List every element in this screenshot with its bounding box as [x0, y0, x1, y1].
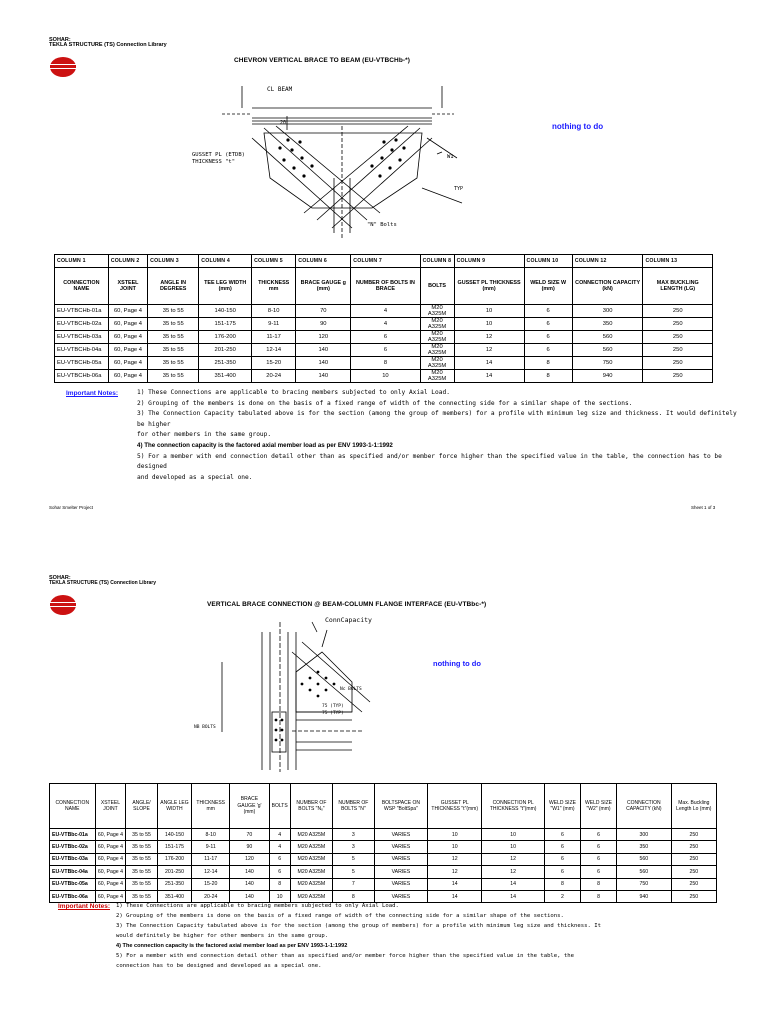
- table-cell: 20-24: [192, 890, 230, 902]
- table-cell: 250: [643, 344, 713, 357]
- drawing2-typ2-label: 75 (TYP): [322, 711, 344, 716]
- table-row: [55, 318, 713, 331]
- column-header: GUSSET PL THICKNESS "t"(mm): [428, 784, 482, 829]
- table-cell: M20 A325M: [420, 357, 454, 370]
- table-cell: M20 A325M: [420, 318, 454, 331]
- table-cell: 140: [296, 370, 351, 383]
- table-cell: 140: [230, 890, 270, 902]
- table-cell: VARIES: [374, 890, 427, 902]
- table-cell: M20 A325M: [290, 878, 332, 890]
- column-label: COLUMN 5: [252, 255, 296, 268]
- drawing-w1-label: W1: [447, 154, 454, 160]
- drawing-gusset-label: GUSSET PL (ETDB): [192, 152, 245, 158]
- sheet1-notes-label: Important Notes:: [66, 390, 118, 397]
- note-line: connection has to be designed and developed as a special one.: [116, 963, 322, 969]
- table-cell: M20 A325M: [290, 841, 332, 853]
- table-cell: 12: [482, 866, 545, 878]
- nothing-to-do-label-2: nothing to do: [433, 659, 481, 668]
- table-cell: 10: [454, 305, 524, 318]
- table-cell: EU-VTBCHb-04a: [55, 344, 109, 357]
- table-cell: 60, Page 4: [108, 331, 147, 344]
- column-header: TEE LEG WIDTH (mm): [199, 268, 252, 305]
- table-cell: 151-175: [157, 841, 192, 853]
- table-cell: 8: [524, 370, 572, 383]
- table-cell: 20-24: [252, 370, 296, 383]
- table-cell: 300: [617, 829, 672, 841]
- table-cell: 60, Page 4: [108, 305, 147, 318]
- table-cell: 351-400: [199, 370, 252, 383]
- column-header: Max. Buckling Length Lo (mm): [671, 784, 716, 829]
- table-cell: VARIES: [374, 841, 427, 853]
- table-cell: 250: [643, 370, 713, 383]
- table-cell: 10: [351, 370, 420, 383]
- table-cell: 4: [351, 318, 420, 331]
- table-cell: 5: [333, 866, 375, 878]
- table-cell: 176-200: [199, 331, 252, 344]
- column-header: CONNECTION CAPACITY (kN): [617, 784, 672, 829]
- column-header: BOLTS: [269, 784, 290, 829]
- table-cell: 3: [333, 829, 375, 841]
- table-cell: 120: [296, 331, 351, 344]
- table-cell: 250: [671, 841, 716, 853]
- note-line: 1) These Connections are applicable to bracing members subjected to only Axial Load.: [116, 903, 399, 909]
- table-cell: 14: [454, 357, 524, 370]
- drawing-beam-label: CL BEAM: [267, 86, 293, 93]
- sheet2-notes: [116, 901, 726, 971]
- table-cell: 2: [544, 890, 580, 902]
- table-cell: VARIES: [374, 853, 427, 865]
- table-cell: 12: [482, 853, 545, 865]
- table-cell: 176-200: [157, 853, 192, 865]
- table-cell: 6: [581, 853, 617, 865]
- company-name: SOHAR:: [49, 37, 71, 43]
- table-cell: 151-175: [199, 318, 252, 331]
- column-header: NUMBER OF BOLTS "Nₓ": [290, 784, 332, 829]
- table-cell: M20 A325M: [290, 853, 332, 865]
- table-row: [55, 357, 713, 370]
- table-cell: 11-17: [252, 331, 296, 344]
- table-cell: EU-VTBbc-01a: [50, 829, 96, 841]
- column-header: MAX BUCKLING LENGTH (LG): [643, 268, 713, 305]
- table-cell: 560: [572, 331, 643, 344]
- table-cell: 35 to 55: [126, 853, 157, 865]
- table-cell: 6: [544, 866, 580, 878]
- note-line: 1) These Connections are applicable to bracing members subjected to only Axial Load.: [137, 389, 450, 396]
- note-line: 4) The connection capacity is the factored axial member load as per ENV 1993-1-1:1992: [137, 441, 393, 449]
- table-cell: 3: [333, 841, 375, 853]
- table-cell: 250: [643, 357, 713, 370]
- table-cell: 300: [572, 305, 643, 318]
- table-cell: 10: [428, 841, 482, 853]
- note-line: for other members in the same group.: [137, 431, 272, 439]
- drawing2-nb-label: NB BOLTS: [194, 725, 216, 730]
- table-cell: 90: [230, 841, 270, 853]
- table-cell: 70: [296, 305, 351, 318]
- table-cell: 12-14: [192, 866, 230, 878]
- table-cell: 6: [524, 318, 572, 331]
- table-cell: 15-20: [192, 878, 230, 890]
- table-cell: 35 to 55: [126, 878, 157, 890]
- drawing2-typ1-label: 75 (TYP): [322, 704, 344, 709]
- note-line: 5) For a member with end connection detail other than as specified and/or member force higher than the specified value in the table, the connection has to be designed: [137, 452, 722, 471]
- table-cell: 90: [296, 318, 351, 331]
- table-cell: 6: [269, 853, 290, 865]
- table-cell: 70: [230, 829, 270, 841]
- table-cell: 251-350: [199, 357, 252, 370]
- column-label: COLUMN 13: [643, 255, 713, 268]
- nothing-to-do-label: nothing to do: [552, 122, 604, 131]
- table-cell: 35 to 55: [126, 829, 157, 841]
- table-cell: 10: [269, 890, 290, 902]
- table-cell: 35 to 55: [148, 370, 199, 383]
- column-header: BRACE GAUGE g (mm): [296, 268, 351, 305]
- sheet2-connection-table: [49, 783, 717, 903]
- table-cell: EU-VTBbc-03a: [50, 853, 96, 865]
- table-cell: 12-14: [252, 344, 296, 357]
- column-header: THICKNESS mm: [252, 268, 296, 305]
- table-cell: 12: [454, 331, 524, 344]
- table-cell: 14: [482, 890, 545, 902]
- table-cell: 201-250: [199, 344, 252, 357]
- table-cell: EU-VTBCHb-03a: [55, 331, 109, 344]
- table-cell: 8-10: [252, 305, 296, 318]
- column-header: CONNECTION CAPACITY (kN): [572, 268, 643, 305]
- table-cell: 750: [572, 357, 643, 370]
- table-row: [55, 344, 713, 357]
- table-cell: 250: [671, 878, 716, 890]
- table-cell: 6: [581, 866, 617, 878]
- column-header: CONNECTION NAME: [50, 784, 96, 829]
- column-header: NUMBER OF BOLTS "N": [333, 784, 375, 829]
- table-cell: 35 to 55: [126, 890, 157, 902]
- table-cell: EU-VTBbc-02a: [50, 841, 96, 853]
- table-cell: EU-VTBbc-06a: [50, 890, 96, 902]
- table-cell: 140-150: [157, 829, 192, 841]
- drawing-thickness-label: THICKNESS "t": [192, 159, 236, 165]
- table-cell: 35 to 55: [148, 331, 199, 344]
- drawing2-conn-label: ConnCapacity: [325, 616, 372, 624]
- column-header: ANGLE IN DEGREES: [148, 268, 199, 305]
- table-row: [55, 331, 713, 344]
- table-cell: 250: [643, 331, 713, 344]
- table-cell: 6: [581, 841, 617, 853]
- column-header: WELD SIZE "W2" (mm): [581, 784, 617, 829]
- table-row: [55, 370, 713, 383]
- library-name: TEKLA STRUCTURE (TS) Connection Library: [49, 42, 167, 48]
- table-cell: 10: [454, 318, 524, 331]
- library-name-2: TEKLA STRUCTURE (TS) Connection Library: [49, 580, 157, 586]
- table-cell: 60, Page 4: [95, 878, 126, 890]
- table-cell: 140: [230, 866, 270, 878]
- table-cell: 8-10: [192, 829, 230, 841]
- sheet2-notes-label: Important Notes:: [58, 903, 110, 910]
- table-cell: 560: [617, 866, 672, 878]
- table-cell: 60, Page 4: [95, 866, 126, 878]
- column-header: WELD SIZE "W1" (mm): [544, 784, 580, 829]
- table-cell: 6: [524, 331, 572, 344]
- column-label: COLUMN 10: [524, 255, 572, 268]
- table-cell: 250: [671, 829, 716, 841]
- table-cell: 9-11: [252, 318, 296, 331]
- sheet1-notes: [137, 388, 737, 483]
- table-cell: 6: [351, 344, 420, 357]
- table-cell: 4: [269, 841, 290, 853]
- table-cell: 6: [524, 305, 572, 318]
- table-cell: 35 to 55: [148, 318, 199, 331]
- note-line: 4) The connection capacity is the factored axial member load as per ENV 1993-1-1:1992: [116, 943, 348, 949]
- footer-project: Sohar Smelter Project: [49, 505, 94, 510]
- table-cell: 140: [296, 357, 351, 370]
- table-cell: EU-VTBCHb-02a: [55, 318, 109, 331]
- table-row: [50, 866, 717, 878]
- table-cell: 250: [643, 318, 713, 331]
- column-header: ANGLE LEG WIDTH: [157, 784, 192, 829]
- company-logo-icon: [48, 56, 78, 78]
- table-cell: 15-20: [252, 357, 296, 370]
- beam-column-brace-drawing: [192, 612, 372, 772]
- table-row: [50, 829, 717, 841]
- table-cell: 60, Page 4: [95, 890, 126, 902]
- table-cell: 250: [643, 305, 713, 318]
- table-cell: 350: [617, 841, 672, 853]
- drawing-typ-label: TYP: [454, 186, 464, 192]
- table-cell: 8: [544, 878, 580, 890]
- column-label: COLUMN 6: [296, 255, 351, 268]
- column-label: COLUMN 7: [351, 255, 420, 268]
- table-row: [50, 878, 717, 890]
- note-line: 2) Grouping of the members is done on the basis of a fixed range of width of the connecting side for a similar shape of the sections.: [116, 913, 564, 919]
- table-cell: 11-17: [192, 853, 230, 865]
- column-header: CONNECTION PL THICKNESS "t"(mm): [482, 784, 545, 829]
- table-cell: 351-400: [157, 890, 192, 902]
- table-cell: M20 A325M: [290, 890, 332, 902]
- table-cell: M20 A325M: [420, 344, 454, 357]
- sheet2-title: VERTICAL BRACE CONNECTION @ BEAM-COLUMN FLANGE INTERFACE (EU-VTBbc-*): [207, 601, 487, 608]
- table-cell: 750: [617, 878, 672, 890]
- table-cell: VARIES: [374, 866, 427, 878]
- drawing-dim-label: 20: [280, 120, 287, 126]
- column-label: COLUMN 9: [454, 255, 524, 268]
- column-label: COLUMN 1: [55, 255, 109, 268]
- table-cell: 251-350: [157, 878, 192, 890]
- column-label: COLUMN 12: [572, 255, 643, 268]
- table-cell: 35 to 55: [148, 344, 199, 357]
- column-label: COLUMN 4: [199, 255, 252, 268]
- table-cell: 350: [572, 318, 643, 331]
- table-cell: EU-VTBbc-05a: [50, 878, 96, 890]
- table-cell: EU-VTBCHb-01a: [55, 305, 109, 318]
- table-cell: 140: [296, 344, 351, 357]
- table-cell: 8: [351, 357, 420, 370]
- table-cell: 12: [454, 344, 524, 357]
- table-cell: M20 A325M: [290, 829, 332, 841]
- table-cell: M20 A325M: [420, 305, 454, 318]
- table-cell: 6: [581, 829, 617, 841]
- column-header: BOLTSPACE ON WSP "BoltSpa": [374, 784, 427, 829]
- table-cell: 250: [671, 890, 716, 902]
- column-header: ANGLE/ SLOPE: [126, 784, 157, 829]
- chevron-brace-drawing: [192, 78, 482, 243]
- table-cell: 12: [428, 853, 482, 865]
- table-row: [50, 841, 717, 853]
- table-cell: 6: [544, 853, 580, 865]
- table-cell: 250: [671, 866, 716, 878]
- table-cell: 7: [333, 878, 375, 890]
- table-cell: 14: [454, 370, 524, 383]
- table-cell: 6: [544, 829, 580, 841]
- table-cell: 8: [524, 357, 572, 370]
- table-cell: 60, Page 4: [95, 841, 126, 853]
- table-cell: 9-11: [192, 841, 230, 853]
- table-cell: 14: [428, 878, 482, 890]
- table-cell: 140-150: [199, 305, 252, 318]
- column-header: XSTEEL JOINT: [108, 268, 147, 305]
- column-header: CONNECTION NAME: [55, 268, 109, 305]
- drawing2-nc-label: Nc BOLTS: [340, 687, 362, 692]
- column-header: THICKNESS mm: [192, 784, 230, 829]
- table-cell: 14: [482, 878, 545, 890]
- column-header: BRACE GAUGE 'g' (mm): [230, 784, 270, 829]
- table-cell: 12: [428, 866, 482, 878]
- note-line: 5) For a member with end connection detail other than as specified and/or member force higher than the specified value in the table, the: [116, 953, 575, 959]
- table-cell: 35 to 55: [126, 866, 157, 878]
- note-line: and developed as a special one.: [137, 473, 253, 481]
- table-cell: 201-250: [157, 866, 192, 878]
- table-cell: 120: [230, 853, 270, 865]
- note-line: 3) The Connection Capacity tabulated above is for the section (among the group of members) for a profile with minimum leg size and thickness. It: [116, 923, 601, 929]
- table-cell: EU-VTBCHb-05a: [55, 357, 109, 370]
- note-line: 2) Grouping of the members is done on the basis of a fixed range of width of the connecting side for a similar shape of the sections.: [137, 399, 633, 407]
- company-logo-icon-2: [48, 594, 78, 616]
- table-row: [55, 305, 713, 318]
- column-label: COLUMN 3: [148, 255, 199, 268]
- footer-sheet: Sheet 1 of 3: [691, 505, 716, 510]
- note-line: would definitely be higher for other members in the same group.: [116, 933, 329, 939]
- table-cell: 140: [230, 878, 270, 890]
- table-cell: 10: [482, 829, 545, 841]
- drawing-bolts-label: "N" Bolts: [367, 222, 397, 228]
- table-cell: 8: [333, 890, 375, 902]
- table-cell: 60, Page 4: [95, 829, 126, 841]
- table-cell: 60, Page 4: [108, 318, 147, 331]
- table-cell: 940: [572, 370, 643, 383]
- note-line: 3) The Connection Capacity tabulated above is for the section (among the group of members) for a profile with minimum leg size and thickness. It would definitely be higher: [137, 410, 737, 428]
- table-cell: 10: [482, 841, 545, 853]
- column-label: COLUMN 8: [420, 255, 454, 268]
- column-header: BOLTS: [420, 268, 454, 305]
- table-cell: EU-VTBbc-04a: [50, 866, 96, 878]
- table-cell: 250: [671, 853, 716, 865]
- table-cell: M20 A325M: [420, 370, 454, 383]
- table-cell: 6: [524, 344, 572, 357]
- table-cell: 8: [269, 878, 290, 890]
- column-label: COLUMN 2: [108, 255, 147, 268]
- table-cell: 4: [351, 305, 420, 318]
- table-cell: 8: [581, 890, 617, 902]
- column-header: GUSSET PL THICKNESS (mm): [454, 268, 524, 305]
- table-cell: 940: [617, 890, 672, 902]
- table-cell: 5: [333, 853, 375, 865]
- table-cell: 60, Page 4: [95, 853, 126, 865]
- sheet1-title: CHEVRON VERTICAL BRACE TO BEAM (EU-VTBCHb-*): [234, 57, 411, 64]
- table-cell: VARIES: [374, 829, 427, 841]
- table-cell: M20 A325M: [420, 331, 454, 344]
- table-cell: 560: [572, 344, 643, 357]
- table-cell: 35 to 55: [148, 305, 199, 318]
- column-header: XSTEEL JOINT: [95, 784, 126, 829]
- table-cell: 60, Page 4: [108, 344, 147, 357]
- table-cell: M20 A325M: [290, 866, 332, 878]
- table-cell: 60, Page 4: [108, 357, 147, 370]
- column-header: NUMBER OF BOLTS IN BRACE: [351, 268, 420, 305]
- column-header: WELD SIZE W (mm): [524, 268, 572, 305]
- sheet1-connection-table: [54, 254, 713, 383]
- table-cell: 35 to 55: [126, 841, 157, 853]
- table-cell: 10: [428, 829, 482, 841]
- table-cell: VARIES: [374, 878, 427, 890]
- table-cell: 4: [269, 829, 290, 841]
- table-cell: EU-VTBCHb-06a: [55, 370, 109, 383]
- company-name-2: SOHAR:: [49, 575, 71, 581]
- table-cell: 14: [428, 890, 482, 902]
- table-cell: 6: [269, 866, 290, 878]
- table-cell: 560: [617, 853, 672, 865]
- table-row: [50, 853, 717, 865]
- table-cell: 35 to 55: [148, 357, 199, 370]
- table-cell: 60, Page 4: [108, 370, 147, 383]
- table-cell: 6: [351, 331, 420, 344]
- table-cell: 8: [581, 878, 617, 890]
- table-cell: 6: [544, 841, 580, 853]
